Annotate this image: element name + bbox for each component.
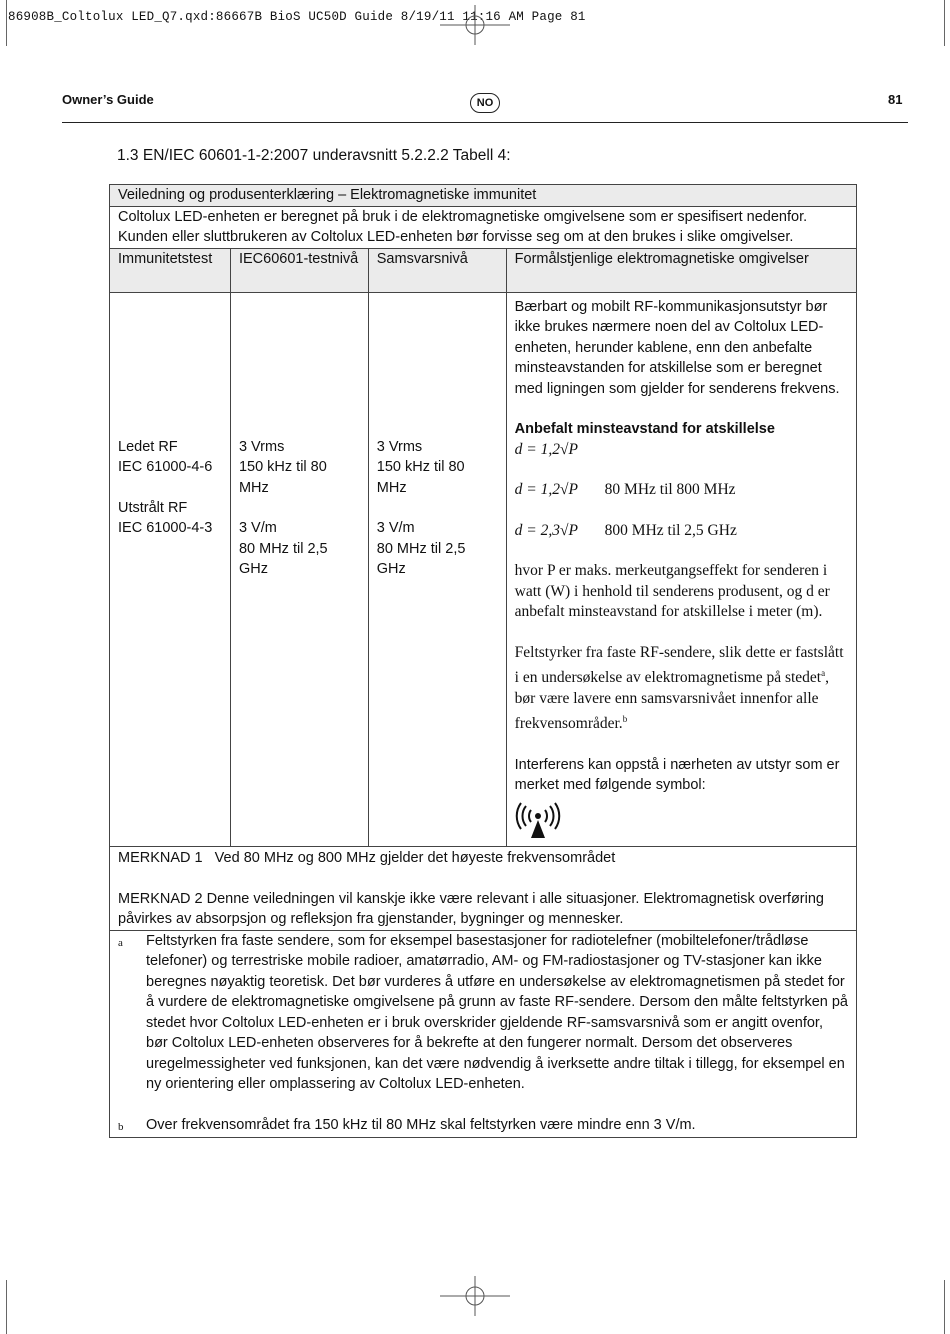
header-test-level: IEC60601-testnivå <box>230 248 368 292</box>
note-1: MERKNAD 1 Ved 80 MHz og 800 MHz gjelder det høyeste frekvensområdet <box>118 850 616 867</box>
col-environment <box>506 292 856 847</box>
section-title: 1.3 EN/IEC 60601-1-2:2007 underavsnitt 5.2.2.2 Tabell 4: <box>117 147 511 164</box>
crop-mark <box>6 0 7 46</box>
field-strength-text: Feltstyrker fra faste RF-sendere, slik dette er fastslått i en undersøkelse av elektromagnetisme på stedet$^a$, bør være lavere enn samsvarsnivået innenfor alle frekvensområder.$^b$ <box>514 643 844 733</box>
table-row <box>110 292 857 847</box>
footnote-b: b Over frekvensområdet fra 150 kHz til 80 MHz skal feltstyrken være mindre enn 3 V/m. <box>118 1116 696 1133</box>
compliance-conducted-range: 150 kHz til 80 MHz <box>376 459 465 496</box>
level-conducted-range: 150 kHz til 80 MHz <box>238 459 327 496</box>
level-radiated: 3 V/m <box>238 520 277 536</box>
formula-80-800: d = 1,2√P 80 MHz til 800 MHz <box>514 481 736 498</box>
note-2: MERKNAD 2 Denne veiledningen vil kanskje ikke være relevant i alle situasjoner. Elektromagnetisk overføring påvirkes av absorpsjon og refleksjon fra gjenstander, bygninger og mennesker. <box>118 890 824 928</box>
compliance-radiated: 3 V/m <box>376 520 415 536</box>
interference-text: Interferens kan oppstå i nærheten av utstyr som er merket med følgende symbol: <box>514 756 840 794</box>
header-owners-guide: Owner’s Guide <box>62 92 154 107</box>
test-radiated-rf: Utstrålt RF <box>118 499 188 516</box>
where-text: hvor P er maks. merkeutgangseffekt for senderen i watt (W) i henhold til senderens produsent, og d er anbefalt minsteavstand for atskillelse i meter (m). <box>514 562 830 620</box>
header-rule <box>62 122 908 123</box>
formula-conducted: d = 1,2√P <box>514 440 578 458</box>
page-number: 81 <box>888 92 903 107</box>
compliance-radiated-range: 80 MHz til 2,5 GHz <box>376 540 466 577</box>
registration-mark-bottom <box>440 1276 510 1316</box>
registration-mark-top <box>440 5 510 45</box>
footnotes-cell <box>110 930 857 1138</box>
immunity-table <box>109 184 857 1138</box>
crop-mark <box>944 1280 945 1334</box>
col-immunity-test <box>110 292 231 847</box>
compliance-conducted: 3 Vrms <box>376 438 423 455</box>
separation-heading: Anbefalt minsteavstand for atskillelse <box>514 421 775 437</box>
crop-mark <box>944 0 945 46</box>
level-conducted: 3 Vrms <box>238 438 285 455</box>
table-intro: Coltolux LED-enheten er beregnet på bruk i de elektromagnetiske omgivelsene som er spesifisert nedenfor. Kunden eller sluttbrukeren av Coltolux LED-enheten bør forvisse seg om at den brukes i slike omgivelser. <box>110 206 857 248</box>
table-header-row <box>110 248 857 292</box>
test-conducted-std: IEC 61000-4-6 <box>118 459 213 475</box>
table-title-row: Veiledning og produsenterklæring – Elektromagnetiske immunitet <box>110 185 857 207</box>
header-compliance-level: Samsvarsnivå <box>368 248 506 292</box>
test-conducted-rf: Ledet RF <box>118 438 178 455</box>
level-radiated-range: 80 MHz til 2,5 GHz <box>238 540 328 577</box>
col-compliance-level <box>368 292 506 847</box>
language-badge: NO <box>470 93 500 113</box>
notes-cell <box>110 847 857 931</box>
header-environment: Formålstjenlige elektromagnetiske omgivelser <box>506 248 856 292</box>
non-ionizing-radiation-icon <box>515 802 561 840</box>
col-test-level <box>230 292 368 847</box>
footnote-a: a Feltstyrken fra faste sendere, som for eksempel basestasjoner for radiotelefner (mobiltelefoner/trådløse telefoner) og terrestriske mobile radioer, amatørradio, AM- og FM-radiostasjoner og TV-stasjoner kan ikke beregnes nøyaktig teoretisk. Det bør vurderes å utføre en undersøkelse av elektromagnetismen på stedet for å vurdere de elektromagnetiske omgivelsene på grunn av faste RF-sendere. Dersom den målte feltstyrken på stedet hvor Coltolux LED-enheten er i bruk overskrider gjeldende RF-samsvarsnivå som er angitt ovenfor, bør Coltolux LED-enheten observeres for å bekrefte at den fungerer normalt. Dersom det observeres uregelmessigheter ved funksjonen, kan det være nødvendig å iverksette andre tiltak i tillegg, for eksempel en ny orientering eller omplassering av Coltolux LED-enheten. <box>118 932 848 1093</box>
formula-800-2500: d = 2,3√P 800 MHz til 2,5 GHz <box>514 521 737 539</box>
crop-mark <box>6 1280 7 1334</box>
print-slug: 86908B_Coltolux LED_Q7.qxd:86667B BioS UC50D Guide 8/19/11 11:16 AM Page 81 <box>8 10 586 24</box>
guidance-intro: Bærbart og mobilt RF-kommunikasjonsutstyr bør ikke brukes nærmere noen del av Coltolux LED-enheten, herunder kablene, enn den anbefalte minsteavstanden for atskillelse som er beregnet med ligningen som gjelder for senderens frekvens. <box>514 298 840 397</box>
test-radiated-std: IEC 61000-4-3 <box>118 520 213 536</box>
header-immunity-test: Immunitetstest <box>110 248 231 292</box>
